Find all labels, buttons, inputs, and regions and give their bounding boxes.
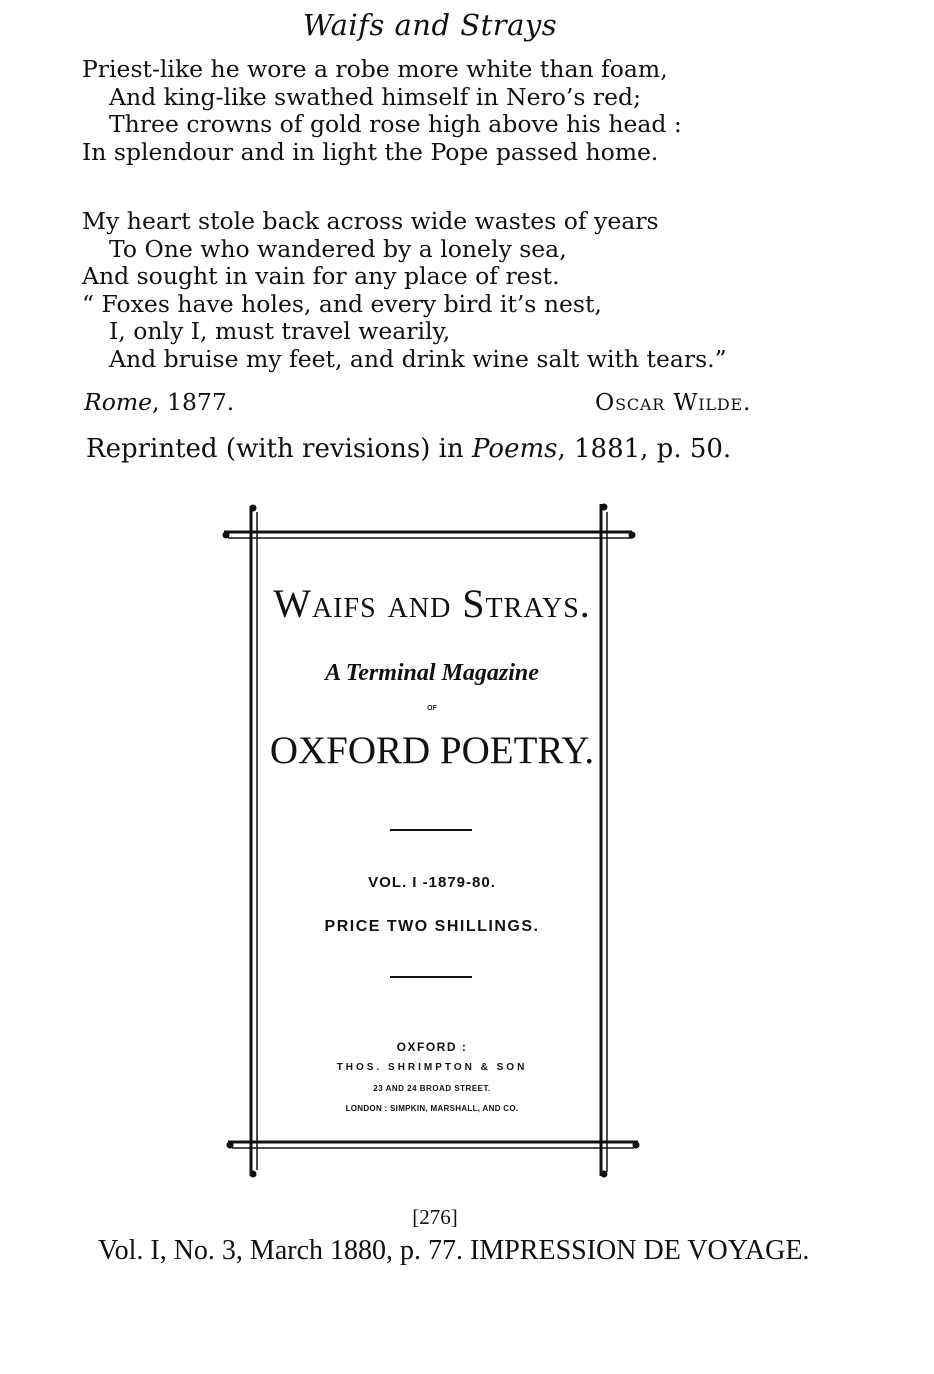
poem-line: And sought in vain for any place of rest. — [82, 262, 560, 291]
date: , 1877. — [152, 388, 235, 416]
poem-line: And bruise my feet, and drink wine salt with tears.” — [109, 344, 727, 373]
poem-stanza-1 — [82, 56, 682, 166]
reprint-title: Poems — [471, 434, 558, 464]
price-line: PRICE TWO SHILLINGS. — [324, 918, 540, 935]
running-head: Waifs and Strays — [302, 8, 558, 42]
poem-line: Priest-like he wore a robe more white than foam, — [82, 55, 668, 83]
poem-line: And king-like swathed himself in Nero’s red; — [109, 82, 641, 111]
magazine-main-heading: OXFORD POETRY. — [269, 729, 595, 772]
imprint-city: OXFORD : — [396, 1040, 468, 1054]
caption-text: Vol. I, No. 3, March 1880, p. 77. IMPRESSION DE VOYAGE. — [98, 1235, 810, 1266]
imprint-london: LONDON : SIMPKIN, MARSHALL, AND CO. — [345, 1104, 519, 1113]
reprint-suffix: , 1881, p. 50. — [557, 434, 732, 464]
poem-line: To One who wandered by a lonely sea, — [109, 234, 567, 263]
magazine-subtitle: A Terminal Magazine — [325, 660, 539, 686]
poem-line: Three crowns of gold rose high above his head : — [109, 110, 682, 139]
divider-rule — [390, 976, 472, 978]
place-and-date — [84, 388, 234, 416]
imprint-address: 23 AND 24 BROAD STREET. — [373, 1084, 491, 1093]
divider-rule — [390, 829, 472, 831]
place: Rome — [84, 388, 153, 416]
bibliographic-caption — [68, 1236, 828, 1266]
title-page-illustration — [222, 502, 642, 1182]
poem-line: I, only I, must travel wearily, — [109, 317, 451, 346]
magazine-title: Waifs and Strays. — [273, 581, 591, 626]
subtitle-of: OF — [427, 705, 437, 712]
author-signature: Oscar Wilde. — [595, 388, 752, 416]
poem-stanza-2 — [82, 208, 727, 374]
poem-line: My heart stole back across wide wastes of years — [82, 207, 659, 235]
poem-line: In splendour and in light the Pope passed home. — [82, 137, 659, 166]
page-number: [276] — [412, 1205, 458, 1229]
reprint-prefix: Reprinted (with revisions) in — [86, 434, 472, 464]
imprint-publisher: THOS. SHRIMPTON & SON — [336, 1062, 528, 1073]
volume-line: VOL. I -1879-80. — [368, 874, 496, 891]
reprint-note — [86, 434, 731, 464]
poem-line: “ Foxes have holes, and every bird it’s nest, — [82, 289, 602, 318]
